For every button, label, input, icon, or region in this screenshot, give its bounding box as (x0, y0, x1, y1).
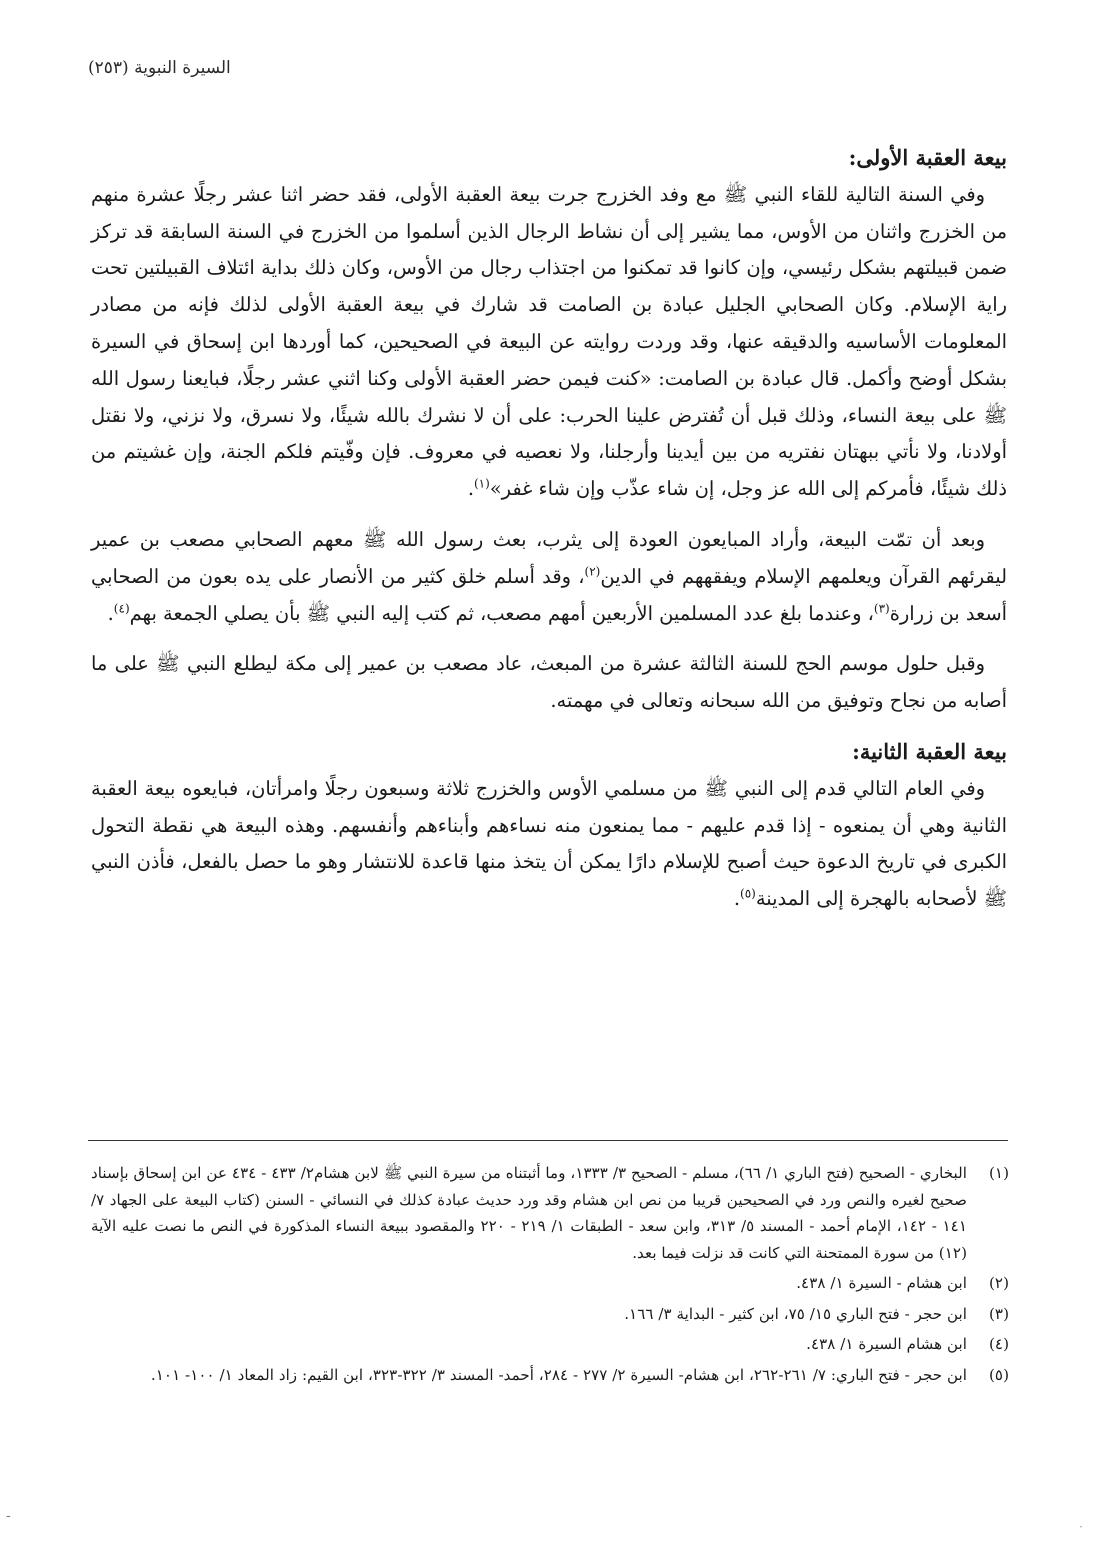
margin-mark-right: · (1079, 1520, 1083, 1534)
paragraph (91, 177, 1007, 508)
main-text (91, 140, 1007, 918)
footnote-item (91, 1160, 1009, 1266)
paragraph-text: وقبل حلول موسم الحج للسنة الثالثة عشرة من المبعث، عاد مصعب بن عمير إلى مكة ليطلع النبي ﷺ على ما أصابه من نجاح وتوفيق من الله سبحانه وتعالى في مهمته. (91, 652, 1007, 713)
paragraph (91, 771, 1007, 918)
footnote-number: (١) (988, 1164, 1009, 1182)
footnote-text: ابن حجر - فتح الباري ١٥/ ٧٥، ابن كثير - البداية ٣/ ١٦٦. (624, 1304, 967, 1323)
paragraph-text: ، وعندما بلغ عدد المسلمين الأربعين أمهم مصعب، ثم كتب إليه النبي ﷺ بأن يصلي الجمعة بهم (129, 601, 874, 625)
footnote-text: ابن هشام السيرة ١/ ٤٣٨. (806, 1335, 967, 1353)
paragraph-text: وبعد أن تمّت البيعة، وأراد المبايعون العودة إلى يثرب، بعث رسول الله ﷺ معهم الصحابي مصعب بن عمير ليقرئهم القرآن ويعلمهم الإسلام ويفقههم في الدين (91, 527, 1007, 588)
footnote-divider (88, 1140, 1008, 1141)
footnote-number: (٣) (988, 1304, 1009, 1323)
section-heading: بيعة العقبة الأولى: (848, 145, 1007, 170)
footnote-text: ابن حجر - فتح الباري: ٧/ ٢٦١-٢٦٢، ابن هشام- السيرة ٢/ ٢٧٧ - ٢٨٤، أحمد- المسند ٣/ ٣٢٢-٣٢٣، ابن القيم: زاد المعاد ١/ ١٠٠- ١٠١. (150, 1365, 967, 1384)
footnote-reference[interactable]: (٥) (740, 886, 756, 901)
footnote-item (91, 1301, 1009, 1328)
footnote-item (91, 1331, 1009, 1358)
paragraph-text: ، وقد أسلم خلق كثير من الأنصار على يده بعون من الصحابي أسعد بن زرارة (91, 564, 1007, 625)
footnote-reference[interactable]: (٢) (584, 564, 601, 579)
paragraph-text: وفي السنة التالية للقاء النبي ﷺ مع وفد الخزرج جرت بيعة العقبة الأولى، فقد حضر اثنا عشر رجلًا عشرة منهم من الخزرج واثنان من الأوس، مما يشير إلى أن نشاط الرجال الذين أسلموا من الخزرج في السنة السابقة قد تركز ضمن قبيلتهم بشكل رئيسي، وإن كانوا قد تمكنوا من اجتذاب رجال من الأوس، وكان ذلك بداية ائتلاف القبيلتين تحت راية الإسلام. وكان الصحابي الجليل عبادة بن الصامت قد شارك في بيعة العقبة الأولى لذلك فإنه من مصادر المعلومات الأساسيه والدقيقه عنها، وقد وردت روايته عن البيعة في الصحيحين، كما أوردها ابن إسحاق في السيرة بشكل أوضح وأكمل. قال عبادة بن الصامت: «كنت فيمن حضر العقبة الأولى وكنا اثني عشر رجلًا، فبايعنا رسول الله ﷺ على بيعة النساء، وذلك قبل أن تُفترض علينا الحرب: على أن لا نشرك بالله شيئًا، ولا نسرق، ولا نزني، ولا نقتل أولادنا، ولا نأتي ببهتان نفتريه من بين أيدينا وأرجلنا، ولا نعصيه في معروف. فإن وفّيتم فلكم الجنة، وإن غشيتم من ذلك شيئًا، فأمركم إلى الله عز وجل، إن شاء عذّب وإن شاء غفر» (91, 182, 1007, 501)
paragraph (91, 646, 1007, 720)
footnote-text: البخاري - الصحيح (فتح الباري ١/ ٦٦)، مسلم - الصحيح ٣/ ١٣٣٣، وما أثبتناه من سيرة النبي ﷺ لابن هشام٢/ ٤٣٣ - ٤٣٤ عن ابن إسحاق بإسناد صحيح لغيره والنص ورد في الصحيحين قريبا من نص ابن هشام وقد ورد حديث عبادة كذلك في النسائي - السنن (كتاب البيعة على الجهاد ٧/ ١٤١ - ١٤٢، الإمام أحمد - المسند ٥/ ٣١٣، وابن سعد - الطبقات ١/ ٢١٩ - ٢٢٠ والمقصود ببيعة النساء المذكورة في النص ما نصت عليه الآية (١٢) من سورة الممتحنة التي كانت قد نزلت فيما بعد. (91, 1164, 967, 1262)
footnote-number: (٤) (988, 1335, 1009, 1353)
footnote-number: (٥) (988, 1365, 1009, 1384)
section-heading: بيعة العقبة الثانية: (852, 738, 1007, 764)
footnotes (91, 1160, 1009, 1392)
footnote-number: (٢) (988, 1274, 1009, 1292)
paragraph (91, 522, 1007, 632)
footnote-item (91, 1362, 1009, 1389)
paragraph-text: . (467, 477, 474, 501)
page-number: (٢٥٣) (88, 58, 129, 78)
paragraph-text: . (107, 601, 114, 625)
book-title: السيرة النبوية (134, 58, 231, 78)
paragraph-text: . (733, 887, 741, 911)
footnote-text: ابن هشام - السيرة ١/ ٤٣٨. (796, 1274, 967, 1292)
running-header (88, 58, 231, 78)
footnote-reference[interactable]: (١) (473, 476, 490, 491)
footnote-reference[interactable]: (٤) (113, 601, 130, 616)
margin-mark-left: - (6, 1508, 11, 1524)
footnote-item (91, 1270, 1009, 1297)
footnote-reference[interactable]: (٣) (873, 601, 890, 616)
paragraph-text: وفي العام التالي قدم إلى النبي ﷺ من مسلمي الأوس والخزرج ثلاثة وسبعون رجلًا وامرأتان، فبايعوه بيعة العقبة الثانية وهي أن يمنعوه - إذا قدم عليهم - مما يمنعون منه نساءهم وأبناءهم وأنفسهم. وهذه البيعة هي نقطة التحول الكبرى في تاريخ الدعوة حيث أصبح للإسلام دارًا يمكن أن يتخذ منها قاعدة للانتشار وهو ما حصل بالفعل، فأذن النبي ﷺ لأصحابه بالهجرة إلى المدينة (91, 776, 1007, 911)
